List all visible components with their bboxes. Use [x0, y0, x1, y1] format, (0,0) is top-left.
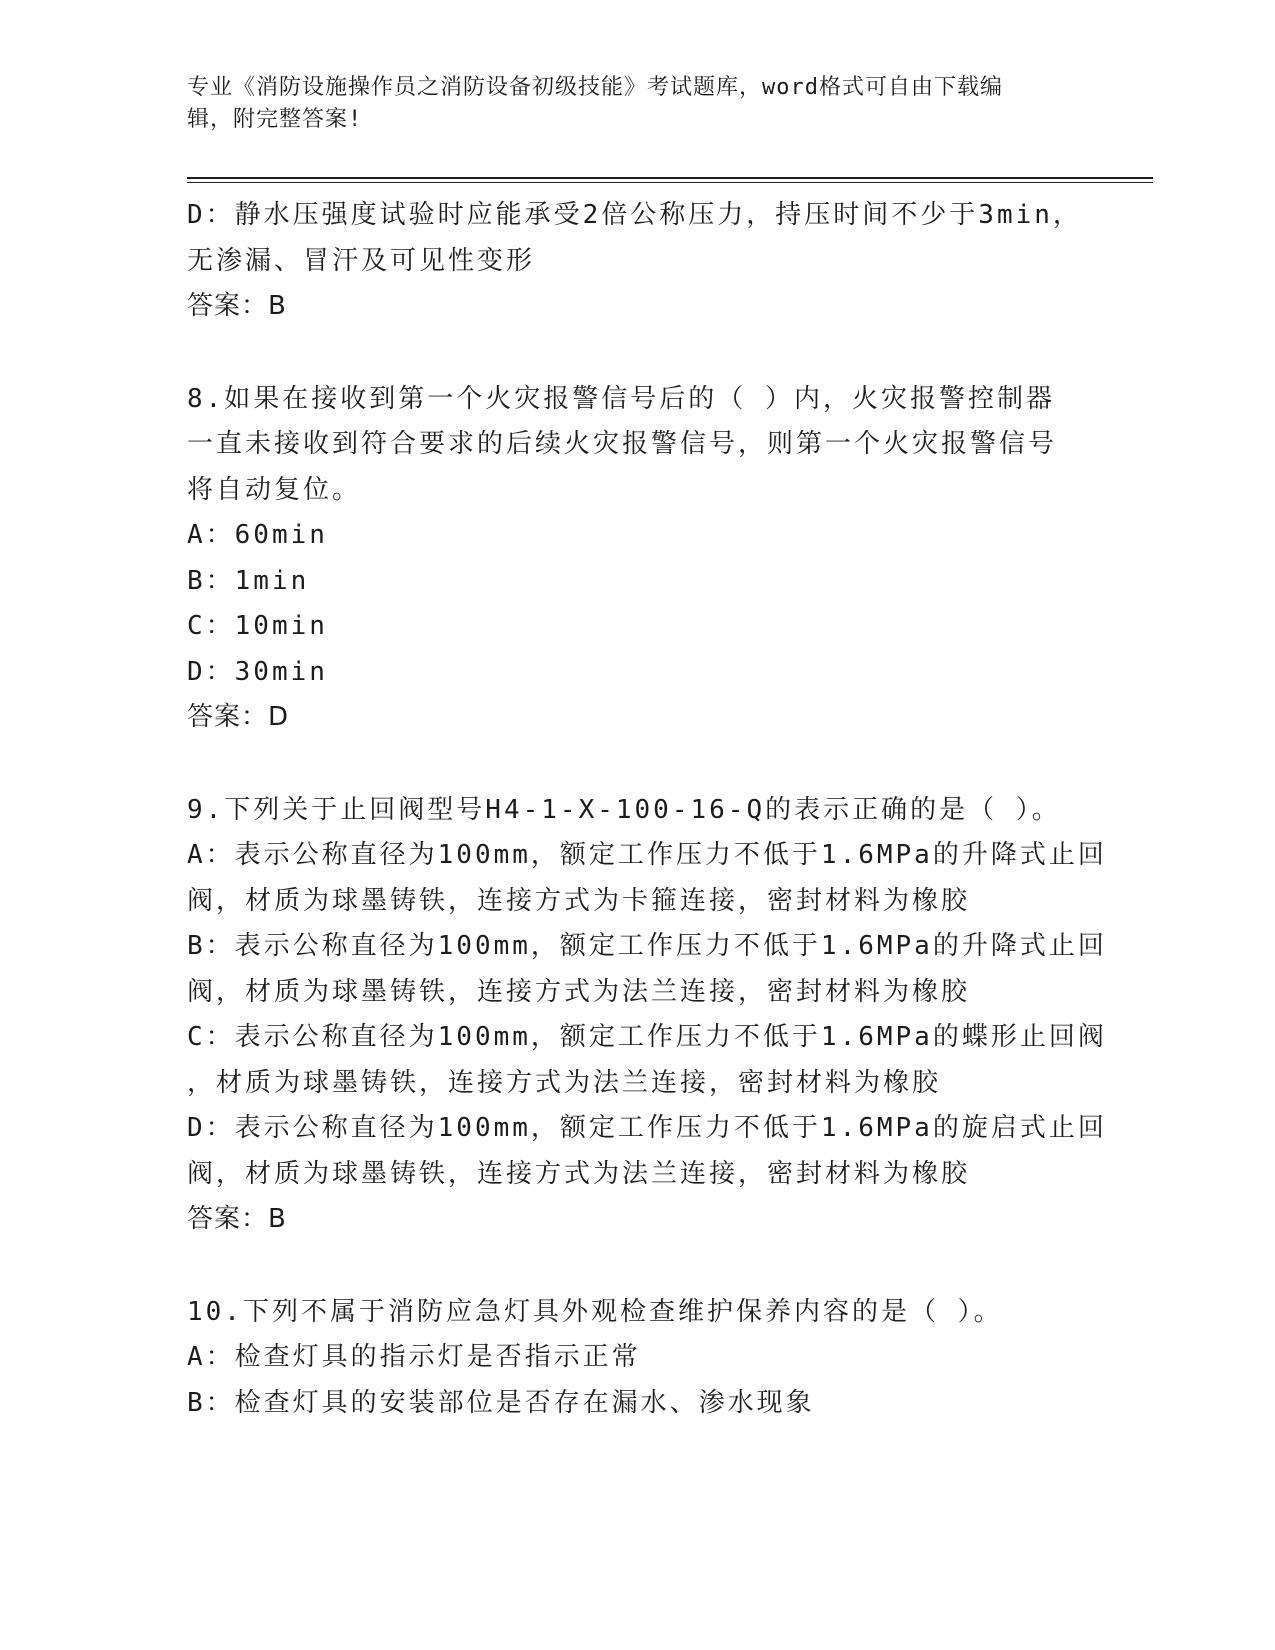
option-b: B：1min — [187, 565, 310, 596]
answer: 答案：B — [187, 1204, 287, 1234]
option-d-continued: 阀，材质为球墨铸铁，连接方式为法兰连接，密封材料为橡胶 — [187, 1158, 971, 1189]
option-b-continued: 阀，材质为球墨铸铁，连接方式为法兰连接，密封材料为橡胶 — [187, 976, 971, 1007]
option-a: A：60min — [187, 520, 328, 550]
option-a: A：表示公称直径为100mm，额定工作压力不低于1.6MPa的升降式止回 — [187, 840, 1107, 870]
question-stem: 9.下列关于止回阀型号H4-1-X-100-16-Q的表示正确的是（ ）。 — [187, 794, 1061, 825]
question-stem-continued: 将自动复位。 — [187, 474, 362, 505]
question-8 — [187, 377, 1087, 741]
option-a-continued: 阀，材质为球墨铸铁，连接方式为卡箍连接，密封材料为橡胶 — [187, 885, 971, 916]
answer: 答案：B — [187, 291, 287, 321]
option-d-continued: 无渗漏、冒汗及可见性变形 — [187, 245, 536, 276]
option-d: D：30min — [187, 656, 328, 687]
option-c: C：10min — [187, 611, 328, 641]
question-9 — [187, 788, 1107, 1243]
answer: 答案：D — [187, 702, 290, 732]
option-b: B：检查灯具的安装部位是否存在漏水、渗水现象 — [187, 1387, 815, 1418]
question-7-tail — [187, 193, 1087, 330]
header-divider-thin — [187, 182, 1153, 183]
option-b: B：表示公称直径为100mm，额定工作压力不低于1.6MPa的升降式止回 — [187, 931, 1107, 961]
question-stem-continued: 一直未接收到符合要求的后续火灾报警信号，则第一个火灾报警信号 — [187, 429, 1058, 459]
question-stem: 8.如果在接收到第一个火灾报警信号后的（ ）内，火灾报警控制器 — [187, 383, 1055, 414]
header-line: 辑，附完整答案! — [187, 107, 363, 132]
option-a: A：检查灯具的指示灯是否指示正常 — [187, 1342, 641, 1372]
header-line: 专业《消防设施操作员之消防设备初级技能》考试题库，word格式可自由下载编 — [187, 75, 1003, 100]
option-d: D：表示公称直径为100mm，额定工作压力不低于1.6MPa的旋启式止回 — [187, 1113, 1107, 1143]
question-10 — [187, 1290, 1087, 1427]
header-divider — [187, 177, 1153, 179]
option-d: D：静水压强度试验时应能承受2倍公称压力，持压时间不少于3min， — [187, 200, 1082, 230]
document-header — [187, 72, 1067, 136]
question-stem: 10.下列不属于消防应急灯具外观检查维护保养内容的是（ ）。 — [187, 1296, 1003, 1327]
option-c: C：表示公称直径为100mm，额定工作压力不低于1.6MPa的蝶形止回阀 — [187, 1022, 1107, 1052]
document-body — [187, 193, 1107, 1426]
option-c-continued: ，材质为球墨铸铁，连接方式为法兰连接，密封材料为橡胶 — [187, 1067, 942, 1098]
